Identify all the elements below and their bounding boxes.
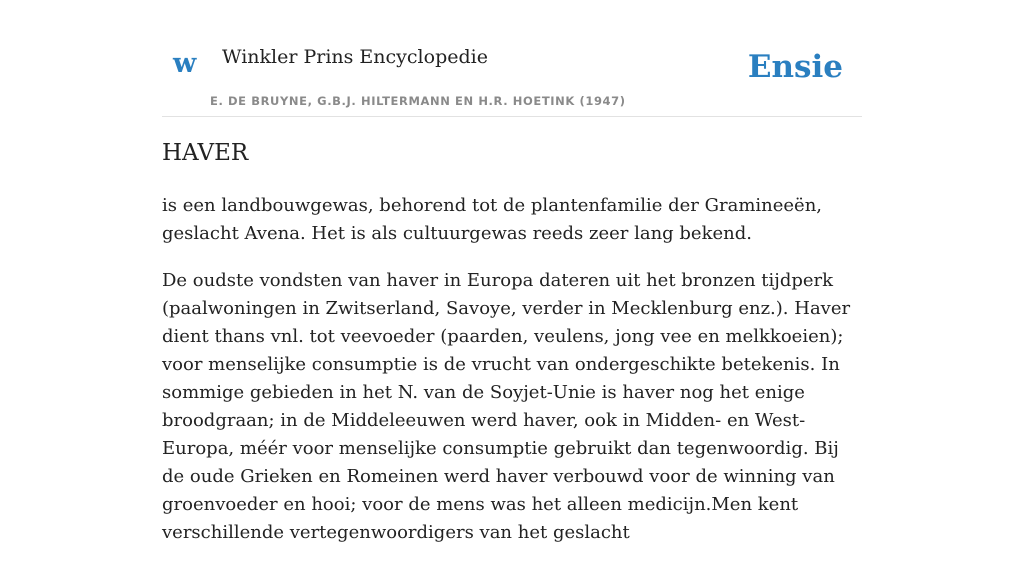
entry-paragraph-1: is een landbouwgewas, behorend tot de plantenfamilie der Gramineeën, geslacht Avena. Het is als cultuurgewas reeds zeer lang bekend.	[162, 195, 823, 244]
entry-title: HAVER	[162, 140, 249, 166]
content-container	[162, 0, 862, 543]
work-logo[interactable]: w	[173, 48, 197, 79]
work-authors: E. DE BRUYNE, G.B.J. HILTERMANN EN H.R. HOETINK (1947)	[210, 94, 626, 108]
entry-body	[162, 192, 862, 566]
ensie-brand-logo[interactable]: Ensie	[747, 49, 843, 85]
work-title-link[interactable]: Winkler Prins Encyclopedie	[222, 46, 488, 68]
header	[162, 0, 862, 117]
entry-paragraph-2: De oudste vondsten van haver in Europa dateren uit het bronzen tijdperk (paalwoningen in Zwitserland, Savoye, verder in Mecklenburg enz.). Haver dient thans vnl. tot veevoeder (paarden, veulens, jong vee en melkkoeien); voor menselijke consumptie is de vrucht van ondergeschikte betekenis. In sommige gebieden in het N. van de Soyjet-Unie is haver nog het enige broodgraan; in de Middeleeuwen werd haver, ook in Midden- en West-Europa, méér voor menselijke consumptie gebruikt dan tegenwoordig. Bij de oude Grieken en Romeinen werd haver verbouwd voor de winning van groenvoeder en hooi; voor de mens was het alleen medicijn.Men kent verschillende vertegenwoordigers van het geslacht	[162, 270, 851, 543]
